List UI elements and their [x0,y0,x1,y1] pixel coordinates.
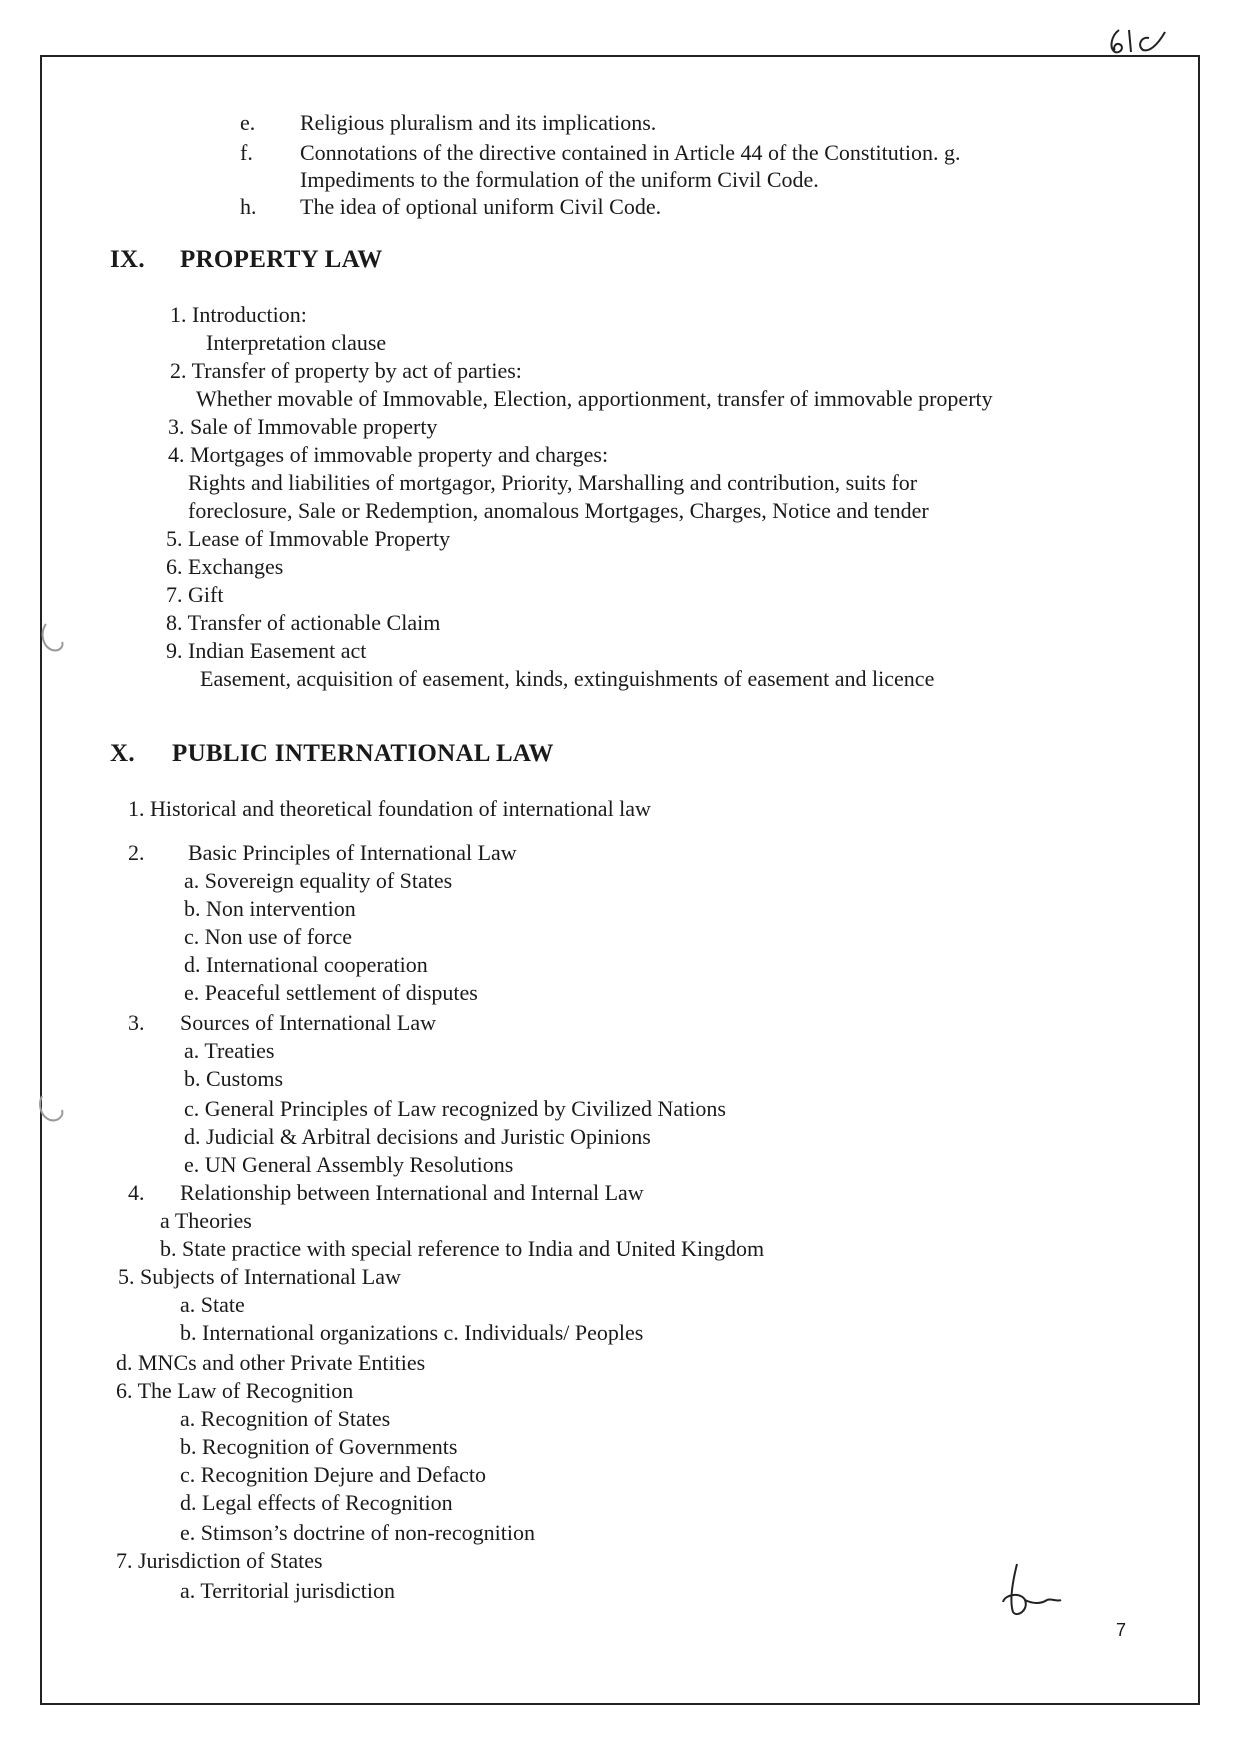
property-line: Whether movable of Immovable, Election, apportionment, transfer of immovable property [196,386,993,411]
intl-line: 7. Jurisdiction of States [116,1548,323,1573]
intl-line: 3. [128,1010,145,1035]
intl-line: d. International cooperation [184,952,428,977]
intl-line: 5. Subjects of International Law [118,1264,401,1289]
signature [995,1560,1075,1620]
intl-line: b. State practice with special reference to India and United Kingdom [160,1236,765,1261]
punch-hole [36,1092,70,1128]
intl-line: b. International organizations c. Individuals/ Peoples [180,1320,644,1345]
property-line: 6. Exchanges [166,554,284,579]
property-line: Easement, acquisition of easement, kinds, extinguishments of easement and licence [200,666,935,691]
intl-line: 2. [128,840,145,865]
intl-line: d. MNCs and other Private Entities [116,1350,426,1375]
intl-line: e. Peaceful settlement of disputes [184,980,478,1005]
intl-line: Sources of International Law [180,1010,436,1035]
property-line: 9. Indian Easement act [166,638,367,663]
list-item-label: e. [240,110,256,135]
intl-line: c. Recognition Dejure and Defacto [180,1462,487,1487]
intl-line: 6. The Law of Recognition [116,1378,354,1403]
intl-line: c. General Principles of Law recognized by Civilized Nations [184,1096,726,1121]
intl-line: Basic Principles of International Law [188,840,517,865]
intl-line: a. Treaties [184,1038,275,1063]
property-line: 3. Sale of Immovable property [168,414,438,439]
list-item-label: f. [240,140,253,165]
section-x-title: PUBLIC INTERNATIONAL LAW [172,740,554,767]
property-line: 5. Lease of Immovable Property [166,526,451,551]
intl-line: a Theories [160,1208,252,1233]
list-item-text: Impediments to the formulation of the uniform Civil Code. [300,167,819,192]
page-number: 7 [1116,1620,1127,1640]
intl-line: e. UN General Assembly Resolutions [184,1152,514,1177]
intl-line: d. Judicial & Arbitral decisions and Juristic Opinions [184,1124,651,1149]
list-item-text: Religious pluralism and its implications. [300,110,657,135]
intl-line: a. State [180,1292,245,1317]
list-item-text: The idea of optional uniform Civil Code. [300,194,662,219]
property-line: 4. Mortgages of immovable property and charges: [168,442,609,467]
intl-line: a. Territorial jurisdiction [180,1578,395,1603]
intl-line: b. Recognition of Governments [180,1434,458,1459]
list-item-text: Connotations of the directive contained in Article 44 of the Constitution. g. [300,140,961,165]
intl-line: b. Non intervention [184,896,356,921]
section-ix-title: PROPERTY LAW [180,246,383,273]
intl-line: a. Sovereign equality of States [184,868,453,893]
punch-hole [38,620,68,656]
property-line: 7. Gift [166,582,224,607]
section-ix-numeral: IX. [110,246,145,273]
intl-line: c. Non use of force [184,924,352,949]
property-line: foreclosure, Sale or Redemption, anomalous Mortgages, Charges, Notice and tender [188,498,929,523]
intl-line: d. Legal effects of Recognition [180,1490,453,1515]
property-line: Interpretation clause [206,330,387,355]
intl-line: Relationship between International and Internal Law [180,1180,644,1205]
list-item-label: h. [240,194,257,219]
intl-line: 1. Historical and theoretical foundation of international law [128,796,651,821]
property-line: 8. Transfer of actionable Claim [166,610,441,635]
property-line: Rights and liabilities of mortgagor, Priority, Marshalling and contribution, suits for [188,470,918,495]
intl-line: 4. [128,1180,145,1205]
property-line: 1. Introduction: [170,302,307,327]
property-line: 2. Transfer of property by act of parties: [170,358,522,383]
intl-line: b. Customs [184,1066,284,1091]
intl-line: e. Stimson’s doctrine of non-recognition [180,1520,535,1545]
intl-line: a. Recognition of States [180,1406,391,1431]
section-x-numeral: X. [110,740,135,767]
